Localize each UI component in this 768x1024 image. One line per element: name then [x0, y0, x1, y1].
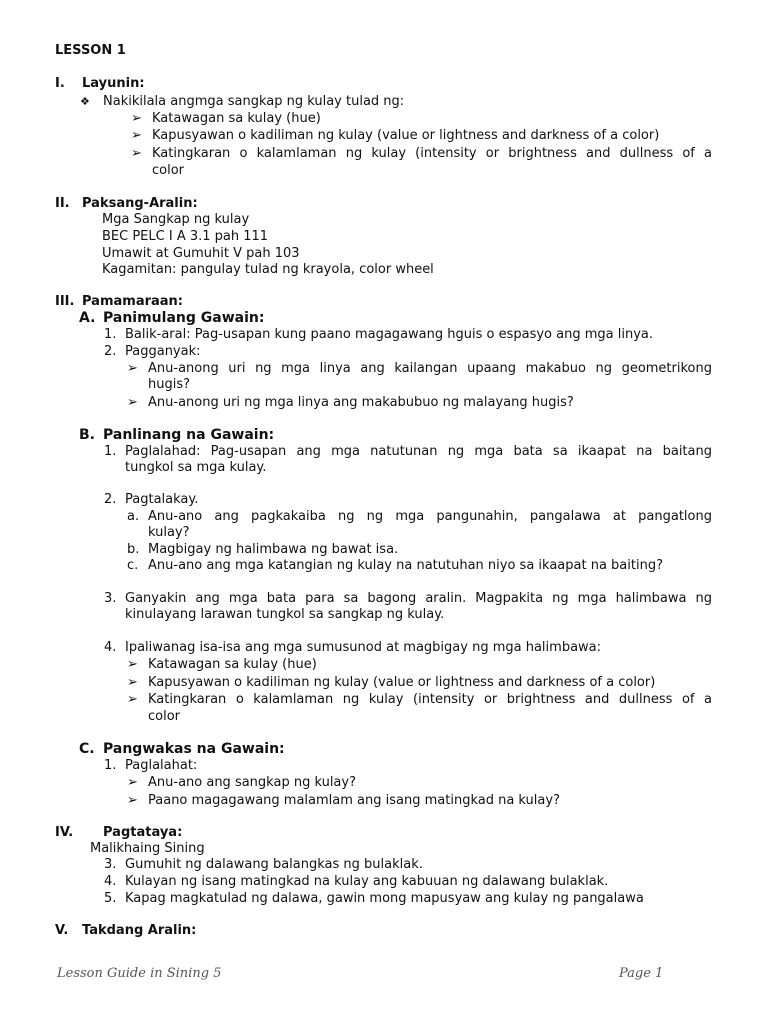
- arrow-bullet-icon: ➢: [127, 657, 138, 672]
- list-number: 5.: [104, 891, 117, 906]
- list-number: 2.: [104, 492, 117, 507]
- section-3-number: III.: [55, 294, 75, 309]
- objective-item-3-cont: color: [152, 163, 185, 178]
- motivation-question-1: Anu-anong uri ng mga linya ang kailangan upaang makabuo ng geometrikong: [148, 361, 712, 376]
- engagement-text: Ganyakin ang mga bata para sa bagong aralin. Magpakita ng mga halimbawa ng: [125, 591, 712, 606]
- lesson-title: LESSON 1: [55, 43, 126, 58]
- letter-label: c.: [127, 558, 139, 573]
- section-2-title: Paksang-Aralin:: [82, 196, 198, 211]
- objective-item-1: Katawagan sa kulay (hue): [152, 111, 321, 126]
- assessment-item-1: Gumuhit ng dalawang balangkas ng bulaklak.: [125, 857, 423, 872]
- letter-label: a.: [127, 509, 140, 524]
- section-5-title: Takdang Aralin:: [82, 923, 197, 938]
- subsection-a-label: A.: [79, 310, 96, 326]
- objective-intro: Nakikilala angmga sangkap ng kulay tulad ng:: [103, 94, 405, 109]
- list-number: 2.: [104, 344, 117, 359]
- assessment-item-2: Kulayan ng isang matingkad na kulay ang kabuuan ng dalawang bulaklak.: [125, 874, 609, 889]
- subsection-c-label: C.: [79, 741, 95, 757]
- assessment-item-3: Kapag magkatulad ng dalawa, gawin mong mapusyaw ang kulay ng pangalawa: [125, 891, 644, 906]
- arrow-bullet-icon: ➢: [131, 128, 142, 143]
- topic-line-3: Umawit at Gumuhit V pah 103: [102, 246, 300, 261]
- list-number: 4.: [104, 640, 117, 655]
- presentation-text-cont: tungkol sa mga kulay.: [125, 460, 267, 475]
- objective-item-3: Katingkaran o kalamlaman ng kulay (intensity or brightness and dullness of a: [152, 146, 712, 161]
- section-2-number: II.: [55, 196, 70, 211]
- subsection-c-title: Pangwakas na Gawain:: [103, 741, 285, 757]
- engagement-text-cont: kinulayang larawan tungkol sa sangkap ng kulay.: [125, 607, 445, 622]
- discussion-label: Pagtalakay.: [125, 492, 199, 507]
- discussion-a-cont: kulay?: [148, 525, 190, 540]
- explanation-item-3: Katingkaran o kalamlaman ng kulay (intensity or brightness and dullness of a: [148, 692, 712, 707]
- section-1-title: Layunin:: [82, 76, 145, 91]
- section-1-number: I.: [55, 76, 65, 91]
- arrow-bullet-icon: ➢: [131, 146, 142, 161]
- list-number: 3.: [104, 857, 117, 872]
- letter-label: b.: [127, 542, 140, 557]
- diamond-bullet-icon: ❖: [80, 95, 90, 108]
- list-number: 3.: [104, 591, 117, 606]
- arrow-bullet-icon: ➢: [127, 692, 138, 707]
- motivation-question-1-cont: hugis?: [148, 377, 191, 392]
- list-number: 4.: [104, 874, 117, 889]
- arrow-bullet-icon: ➢: [127, 395, 138, 410]
- subsection-b-label: B.: [79, 427, 95, 443]
- arrow-bullet-icon: ➢: [127, 675, 138, 690]
- arrow-bullet-icon: ➢: [131, 111, 142, 126]
- explanation-item-2: Kapusyawan o kadiliman ng kulay (value or lightness and darkness of a color): [148, 675, 656, 690]
- subsection-a-title: Panimulang Gawain:: [103, 310, 265, 326]
- arrow-bullet-icon: ➢: [127, 793, 138, 808]
- arrow-bullet-icon: ➢: [127, 361, 138, 376]
- list-number: 1.: [104, 444, 117, 459]
- motivation-label: Pagganyak:: [125, 344, 201, 359]
- topic-line-1: Mga Sangkap ng kulay: [102, 212, 250, 227]
- discussion-c: Anu-ano ang mga katangian ng kulay na natutuhan niyo sa ikaapat na baiting?: [148, 558, 663, 573]
- explanation-item-1: Katawagan sa kulay (hue): [148, 657, 317, 672]
- presentation-text: Paglalahad: Pag-usapan ang mga natutunan ng mga bata sa ikaapat na baitang: [125, 444, 712, 459]
- footer-left: Lesson Guide in Sining 5: [57, 966, 222, 981]
- list-number: 1.: [104, 758, 117, 773]
- generalization-question-2: Paano magagawang malamlam ang isang matingkad na kulay?: [148, 793, 560, 808]
- assessment-subtitle: Malikhaing Sining: [90, 841, 205, 856]
- footer-page-number: Page 1: [619, 966, 664, 981]
- subsection-b-title: Panlinang na Gawain:: [103, 427, 275, 443]
- list-number: 1.: [104, 327, 117, 342]
- section-4-title: Pagtataya:: [103, 825, 183, 840]
- discussion-b: Magbigay ng halimbawa ng bawat isa.: [148, 542, 399, 557]
- generalization-label: Paglalahat:: [125, 758, 198, 773]
- section-3-title: Pamamaraan:: [82, 294, 183, 309]
- review-text: Balik-aral: Pag-usapan kung paano magagawang hguis o espasyo ang mga linya.: [125, 327, 653, 342]
- section-5-number: V.: [55, 923, 69, 938]
- section-4-number: IV.: [55, 825, 74, 840]
- motivation-question-2: Anu-anong uri ng mga linya ang makabubuo ng malayang hugis?: [148, 395, 574, 410]
- explanation-item-3-cont: color: [148, 709, 181, 724]
- objective-item-2: Kapusyawan o kadiliman ng kulay (value or lightness and darkness of a color): [152, 128, 660, 143]
- generalization-question-1: Anu-ano ang sangkap ng kulay?: [148, 775, 356, 790]
- discussion-a: Anu-ano ang pagkakaiba ng ng mga pangunahin, pangalawa at pangatlong: [148, 509, 712, 524]
- explanation-text: Ipaliwanag isa-isa ang mga sumusunod at magbigay ng mga halimbawa:: [125, 640, 602, 655]
- arrow-bullet-icon: ➢: [127, 775, 138, 790]
- topic-line-4: Kagamitan: pangulay tulad ng krayola, color wheel: [102, 262, 434, 277]
- topic-line-2: BEC PELC I A 3.1 pah 111: [102, 229, 269, 244]
